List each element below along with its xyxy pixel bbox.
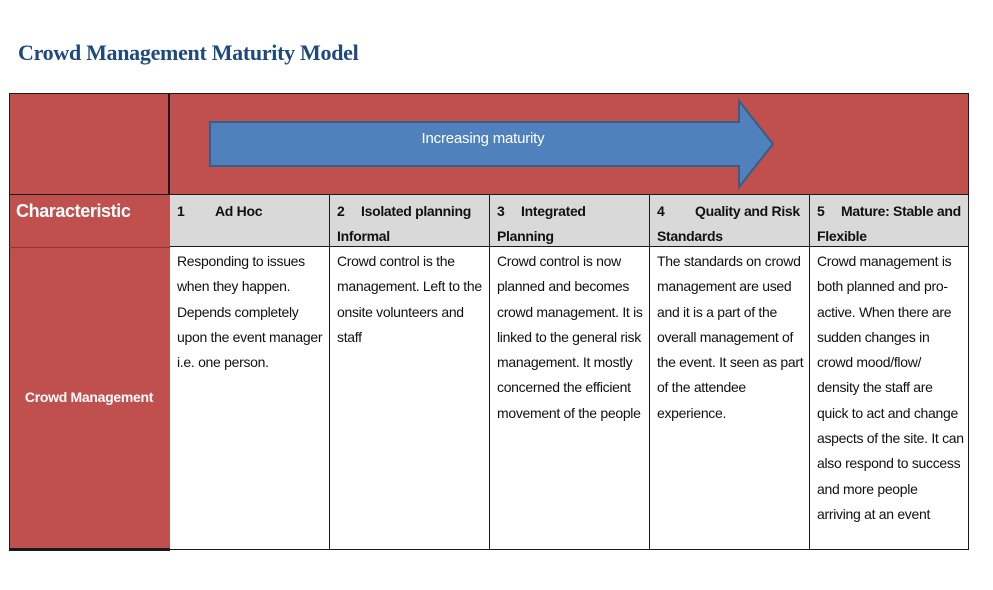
increasing-maturity-arrow — [209, 98, 775, 190]
stage-description-3: Crowd control is now planned and becomes crowd management. It is linked to the general risk management. It mostly concerned the efficient movement of the people — [490, 247, 650, 550]
stage-header-5 — [810, 195, 969, 247]
stage-name: Mature: Stable and Flexible — [817, 203, 961, 244]
stage-name: Quality and Risk Standards — [657, 203, 800, 244]
page-title: Crowd Management Maturity Model — [18, 40, 359, 65]
stage-description-4: The standards on crowd management are used and it is a part of the overall management of the event. It seen as part of the attendee experience. — [650, 247, 810, 550]
stage-header-1 — [170, 195, 330, 247]
row-label-crowd-management: Crowd Management — [24, 389, 154, 405]
stage-number: 2 — [337, 203, 345, 219]
stage-header-2 — [330, 195, 490, 247]
stage-name: Ad Hoc — [215, 203, 263, 219]
row-header-bottom-border — [9, 548, 170, 551]
stage-description-2: Crowd control is the management. Left to the onsite volunteers and staff — [330, 247, 490, 550]
stage-number: 5 — [817, 203, 825, 219]
stage-description-5: Crowd management is both planned and pro-active. When there are sudden changes in crowd mood/flow/ density the staff are quick to act and change aspects of the site. It can also respond to success and more people arriving at an event — [810, 247, 969, 550]
stage-description-1: Responding to issues when they happen. Depends completely upon the event manager i.e. one person. — [170, 247, 330, 550]
row-header-divider — [9, 247, 170, 248]
stage-header-4 — [650, 195, 810, 247]
stage-header-3 — [490, 195, 650, 247]
characteristic-label: Characteristic — [16, 201, 131, 221]
arrow-label: Increasing maturity — [421, 130, 545, 147]
corner-divider — [168, 93, 170, 195]
row-header-column — [9, 195, 170, 550]
maturity-model-table — [9, 93, 969, 550]
stage-number: 4 — [657, 203, 665, 219]
stage-number: 3 — [497, 203, 505, 219]
stage-number: 1 — [177, 203, 185, 219]
stage-name: Integrated Planning — [497, 203, 586, 244]
stage-name: Isolated planning Informal — [337, 203, 472, 244]
